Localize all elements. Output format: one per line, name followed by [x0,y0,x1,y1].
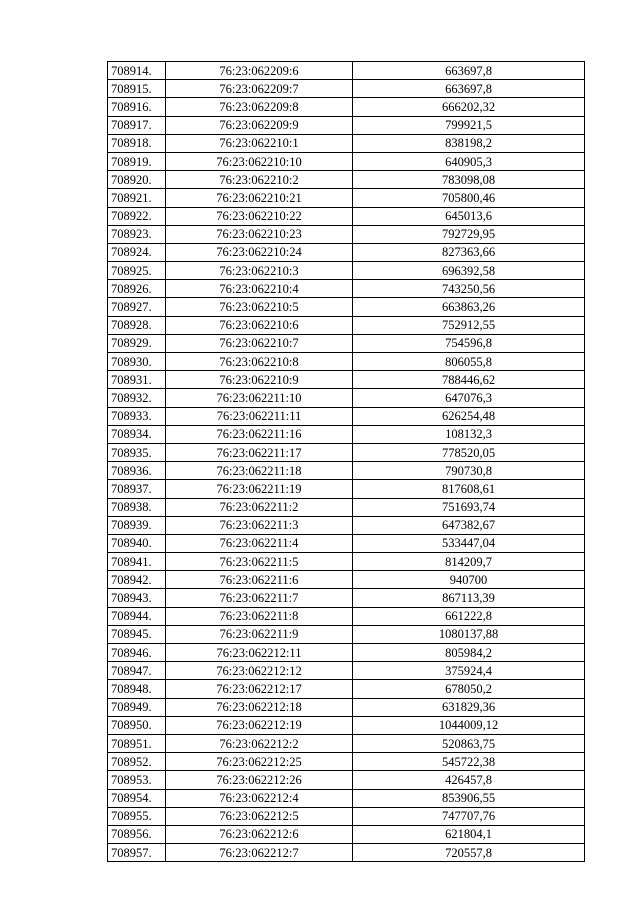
table-row [108,462,585,480]
cadastral-value-cell: 678050,2 [353,680,585,698]
cadastral-value-cell: 783098,08 [353,171,585,189]
table-row [108,553,585,571]
table-row [108,571,585,589]
cadastral-value-cell: 426457,8 [353,771,585,789]
cadastral-number-cell: 76:23:062212:19 [166,716,353,734]
table-row [108,116,585,134]
cadastral-value-cell: 696392,58 [353,262,585,280]
table-row [108,62,585,80]
table-row [108,644,585,662]
row-number-cell: 708937. [108,480,166,498]
row-number-cell: 708934. [108,425,166,443]
table-row [108,716,585,734]
row-number-cell: 708938. [108,498,166,516]
cadastral-value-cell: 747707,76 [353,807,585,825]
row-number-cell: 708940. [108,534,166,552]
row-number-cell: 708957. [108,844,166,862]
cadastral-number-cell: 76:23:062211:6 [166,571,353,589]
cadastral-number-cell: 76:23:062212:5 [166,807,353,825]
cadastral-number-cell: 76:23:062212:18 [166,698,353,716]
table-row [108,316,585,334]
cadastral-value-cell: 867113,39 [353,589,585,607]
row-number-cell: 708925. [108,262,166,280]
cadastral-value-cell: 647076,3 [353,389,585,407]
row-number-cell: 708936. [108,462,166,480]
cadastral-number-cell: 76:23:062210:10 [166,152,353,170]
cadastral-value-cell: 661222,8 [353,607,585,625]
cadastral-value-cell: 940700 [353,571,585,589]
table-row [108,771,585,789]
row-number-cell: 708950. [108,716,166,734]
cadastral-number-cell: 76:23:062210:9 [166,371,353,389]
cadastral-value-cell: 545722,38 [353,753,585,771]
cadastral-number-cell: 76:23:062210:23 [166,225,353,243]
cadastral-value-cell: 663863,26 [353,298,585,316]
cadastral-value-cell: 1044009,12 [353,716,585,734]
row-number-cell: 708919. [108,152,166,170]
row-number-cell: 708946. [108,644,166,662]
cadastral-value-cell: 1080137,88 [353,625,585,643]
cadastral-value-cell: 663697,8 [353,62,585,80]
table-row [108,625,585,643]
cadastral-number-cell: 76:23:062211:3 [166,516,353,534]
table-row [108,607,585,625]
row-number-cell: 708928. [108,316,166,334]
cadastral-value-cell: 645013,6 [353,207,585,225]
row-number-cell: 708948. [108,680,166,698]
table-row [108,334,585,352]
cadastral-number-cell: 76:23:062210:2 [166,171,353,189]
cadastral-number-cell: 76:23:062210:3 [166,262,353,280]
cadastral-number-cell: 76:23:062212:26 [166,771,353,789]
cadastral-value-cell: 631829,36 [353,698,585,716]
cadastral-value-cell: 626254,48 [353,407,585,425]
row-number-cell: 708922. [108,207,166,225]
cadastral-number-cell: 76:23:062211:19 [166,480,353,498]
cadastral-value-cell: 743250,56 [353,280,585,298]
table-row [108,698,585,716]
cadastral-number-cell: 76:23:062212:7 [166,844,353,862]
cadastral-value-cell: 751693,74 [353,498,585,516]
cadastral-number-cell: 76:23:062212:11 [166,644,353,662]
cadastral-value-cell: 799921,5 [353,116,585,134]
cadastral-value-cell: 778520,05 [353,443,585,461]
table-row [108,516,585,534]
cadastral-number-cell: 76:23:062209:7 [166,80,353,98]
cadastral-number-cell: 76:23:062211:7 [166,589,353,607]
cadastral-value-cell: 754596,8 [353,334,585,352]
row-number-cell: 708955. [108,807,166,825]
table-row [108,680,585,698]
cadastral-number-cell: 76:23:062210:22 [166,207,353,225]
cadastral-number-cell: 76:23:062211:10 [166,389,353,407]
cadastral-value-cell: 108132,3 [353,425,585,443]
row-number-cell: 708942. [108,571,166,589]
table-row [108,407,585,425]
cadastral-number-cell: 76:23:062211:16 [166,425,353,443]
row-number-cell: 708930. [108,353,166,371]
cadastral-number-cell: 76:23:062211:9 [166,625,353,643]
table-row [108,734,585,752]
table-row [108,662,585,680]
table-row [108,753,585,771]
cadastral-number-cell: 76:23:062211:17 [166,443,353,461]
cadastral-value-cell: 647382,67 [353,516,585,534]
cadastral-number-cell: 76:23:062210:1 [166,134,353,152]
table-row [108,80,585,98]
cadastral-value-cell: 788446,62 [353,371,585,389]
cadastral-number-cell: 76:23:062210:8 [166,353,353,371]
table-row [108,480,585,498]
cadastral-value-cell: 817608,61 [353,480,585,498]
row-number-cell: 708941. [108,553,166,571]
table-row [108,171,585,189]
cadastral-value-cell: 806055,8 [353,353,585,371]
row-number-cell: 708947. [108,662,166,680]
cadastral-value-table [107,61,585,862]
row-number-cell: 708931. [108,371,166,389]
cadastral-value-cell: 838198,2 [353,134,585,152]
cadastral-value-cell: 666202,32 [353,98,585,116]
cadastral-value-cell: 853906,55 [353,789,585,807]
table-body [108,62,585,862]
table-row [108,280,585,298]
table-row [108,443,585,461]
cadastral-number-cell: 76:23:062209:6 [166,62,353,80]
row-number-cell: 708915. [108,80,166,98]
row-number-cell: 708943. [108,589,166,607]
table-row [108,152,585,170]
table-row [108,98,585,116]
table-row [108,807,585,825]
cadastral-number-cell: 76:23:062211:2 [166,498,353,516]
table-row [108,134,585,152]
row-number-cell: 708917. [108,116,166,134]
cadastral-number-cell: 76:23:062212:17 [166,680,353,698]
cadastral-value-cell: 533447,04 [353,534,585,552]
row-number-cell: 708933. [108,407,166,425]
cadastral-number-cell: 76:23:062212:4 [166,789,353,807]
cadastral-value-cell: 790730,8 [353,462,585,480]
cadastral-value-cell: 720557,8 [353,844,585,862]
row-number-cell: 708924. [108,243,166,261]
row-number-cell: 708935. [108,443,166,461]
row-number-cell: 708929. [108,334,166,352]
table-row [108,589,585,607]
cadastral-number-cell: 76:23:062211:18 [166,462,353,480]
cadastral-number-cell: 76:23:062211:5 [166,553,353,571]
table-row [108,825,585,843]
cadastral-value-cell: 663697,8 [353,80,585,98]
cadastral-value-cell: 375924,4 [353,662,585,680]
table-row [108,243,585,261]
cadastral-number-cell: 76:23:062211:11 [166,407,353,425]
cadastral-value-cell: 814209,7 [353,553,585,571]
row-number-cell: 708932. [108,389,166,407]
cadastral-number-cell: 76:23:062210:21 [166,189,353,207]
cadastral-value-cell: 827363,66 [353,243,585,261]
row-number-cell: 708954. [108,789,166,807]
row-number-cell: 708944. [108,607,166,625]
table-row [108,225,585,243]
cadastral-number-cell: 76:23:062210:6 [166,316,353,334]
cadastral-value-cell: 805984,2 [353,644,585,662]
cadastral-value-cell: 705800,46 [353,189,585,207]
table-row [108,353,585,371]
cadastral-value-cell: 792729,95 [353,225,585,243]
row-number-cell: 708951. [108,734,166,752]
table-row [108,498,585,516]
row-number-cell: 708956. [108,825,166,843]
row-number-cell: 708914. [108,62,166,80]
row-number-cell: 708952. [108,753,166,771]
cadastral-number-cell: 76:23:062209:8 [166,98,353,116]
cadastral-number-cell: 76:23:062212:12 [166,662,353,680]
table-row [108,534,585,552]
row-number-cell: 708953. [108,771,166,789]
table-row [108,425,585,443]
cadastral-number-cell: 76:23:062212:2 [166,734,353,752]
table-row [108,371,585,389]
row-number-cell: 708916. [108,98,166,116]
table-row [108,262,585,280]
table-row [108,298,585,316]
row-number-cell: 708927. [108,298,166,316]
cadastral-number-cell: 76:23:062210:7 [166,334,353,352]
table-row [108,789,585,807]
cadastral-number-cell: 76:23:062211:8 [166,607,353,625]
row-number-cell: 708945. [108,625,166,643]
cadastral-number-cell: 76:23:062212:6 [166,825,353,843]
row-number-cell: 708926. [108,280,166,298]
row-number-cell: 708918. [108,134,166,152]
row-number-cell: 708949. [108,698,166,716]
table-row [108,207,585,225]
row-number-cell: 708923. [108,225,166,243]
cadastral-value-cell: 752912,55 [353,316,585,334]
cadastral-number-cell: 76:23:062210:5 [166,298,353,316]
table-row [108,189,585,207]
cadastral-number-cell: 76:23:062210:24 [166,243,353,261]
row-number-cell: 708920. [108,171,166,189]
cadastral-value-cell: 520863,75 [353,734,585,752]
cadastral-number-cell: 76:23:062211:4 [166,534,353,552]
cadastral-value-cell: 621804,1 [353,825,585,843]
table-row [108,389,585,407]
cadastral-number-cell: 76:23:062209:9 [166,116,353,134]
row-number-cell: 708921. [108,189,166,207]
cadastral-value-cell: 640905,3 [353,152,585,170]
row-number-cell: 708939. [108,516,166,534]
cadastral-number-cell: 76:23:062210:4 [166,280,353,298]
cadastral-number-cell: 76:23:062212:25 [166,753,353,771]
table-row [108,844,585,862]
